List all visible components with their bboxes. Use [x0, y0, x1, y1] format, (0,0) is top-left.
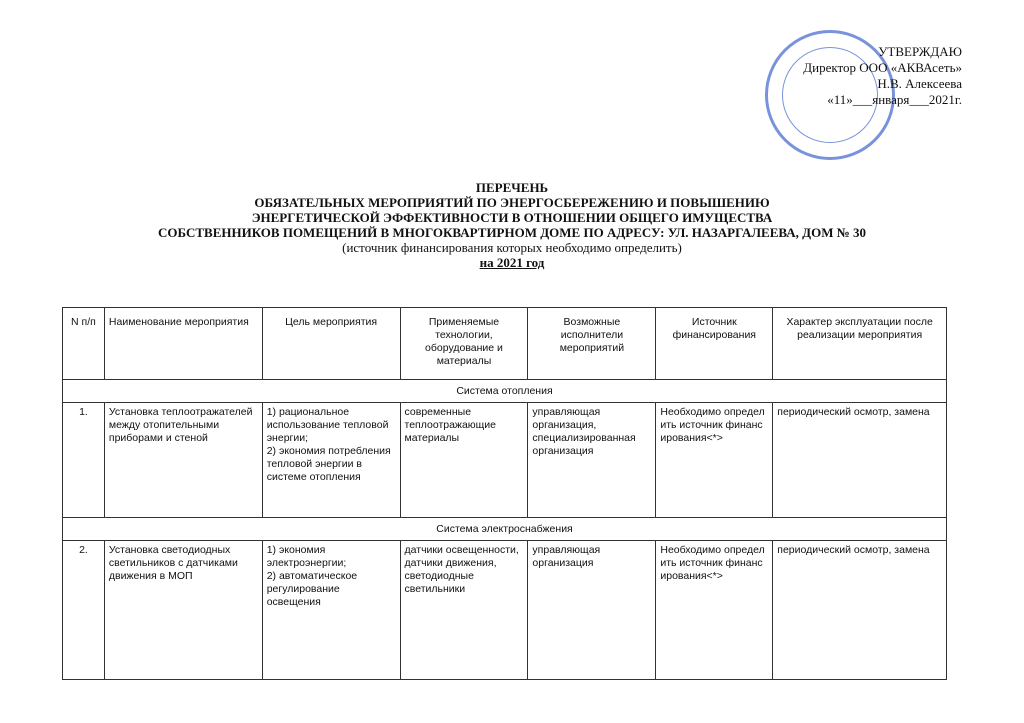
- table-row: [63, 403, 947, 518]
- col-header-operation: Характер эксплуатации после реализации мероприятия: [773, 308, 947, 380]
- approval-title: УТВЕРЖДАЮ: [878, 44, 962, 59]
- col-header-goal: Цель мероприятия: [262, 308, 400, 380]
- approval-block: [803, 44, 962, 108]
- cell-operation: периодический осмотр, замена: [773, 541, 947, 680]
- table-header-row: [63, 308, 947, 380]
- cell-number: 1.: [63, 403, 105, 518]
- cell-goal: 1) рациональное использование тепловой энергии; 2) экономия потребления тепловой энергии в системе отопления: [262, 403, 400, 518]
- cell-funding: Необходимо определить источник финансирования<*>: [656, 541, 773, 680]
- heading-line-3: ЭНЕРГЕТИЧЕСКОЙ ЭФФЕКТИВНОСТИ В ОТНОШЕНИИ ОБЩЕГО ИМУЩЕСТВА: [251, 210, 773, 225]
- section-electricity: Система электроснабжения: [63, 518, 947, 541]
- col-header-number: N п/п: [63, 308, 105, 380]
- document-heading: [60, 180, 964, 270]
- cell-operation: периодический осмотр, замена: [773, 403, 947, 518]
- cell-goal: 1) экономия электроэнергии; 2) автоматическое регулирование освещения: [262, 541, 400, 680]
- approval-position: Директор ООО «АКВАсеть»: [803, 60, 962, 75]
- col-header-name: Наименование мероприятия: [104, 308, 262, 380]
- section-row: [63, 518, 947, 541]
- heading-line-2: ОБЯЗАТЕЛЬНЫХ МЕРОПРИЯТИЙ ПО ЭНЕРГОСБЕРЕЖЕНИЮ И ПОВЫШЕНИЮ: [254, 195, 770, 210]
- cell-name: Установка теплоотражателей между отопительными приборами и стеной: [104, 403, 262, 518]
- heading-line-4: СОБСТВЕННИКОВ ПОМЕЩЕНИЙ В МНОГОКВАРТИРНОМ ДОМЕ ПО АДРЕСУ: УЛ. НАЗАРГАЛЕЕВА, ДОМ № 30: [157, 225, 867, 240]
- heading-note: (источник финансирования которых необходимо определить): [342, 240, 682, 255]
- cell-number: 2.: [63, 541, 105, 680]
- section-row: [63, 380, 947, 403]
- heading-year: на 2021 год: [479, 255, 545, 270]
- heading-line-1: ПЕРЕЧЕНЬ: [475, 180, 549, 195]
- col-header-executors: Возможные исполнители мероприятий: [528, 308, 656, 380]
- cell-name: Установка светодиодных светильников с датчиками движения в МОП: [104, 541, 262, 680]
- measures-table: [62, 307, 947, 680]
- cell-funding: Необходимо определить источник финансирования<*>: [656, 403, 773, 518]
- cell-executors: управляющая организация: [528, 541, 656, 680]
- cell-technologies: современные теплоотражающие материалы: [400, 403, 528, 518]
- cell-technologies: датчики освещенности, датчики движения, светодиодные светильники: [400, 541, 528, 680]
- col-header-funding: Источник финансирования: [656, 308, 773, 380]
- section-heating: Система отопления: [63, 380, 947, 403]
- table-row: [63, 541, 947, 680]
- approval-date: «11»___января___2021г.: [827, 92, 962, 107]
- cell-executors: управляющая организация, специализированная организация: [528, 403, 656, 518]
- col-header-technologies: Применяемые технологии, оборудование и материалы: [400, 308, 528, 380]
- approval-signer: Н.В. Алексеева: [877, 76, 962, 91]
